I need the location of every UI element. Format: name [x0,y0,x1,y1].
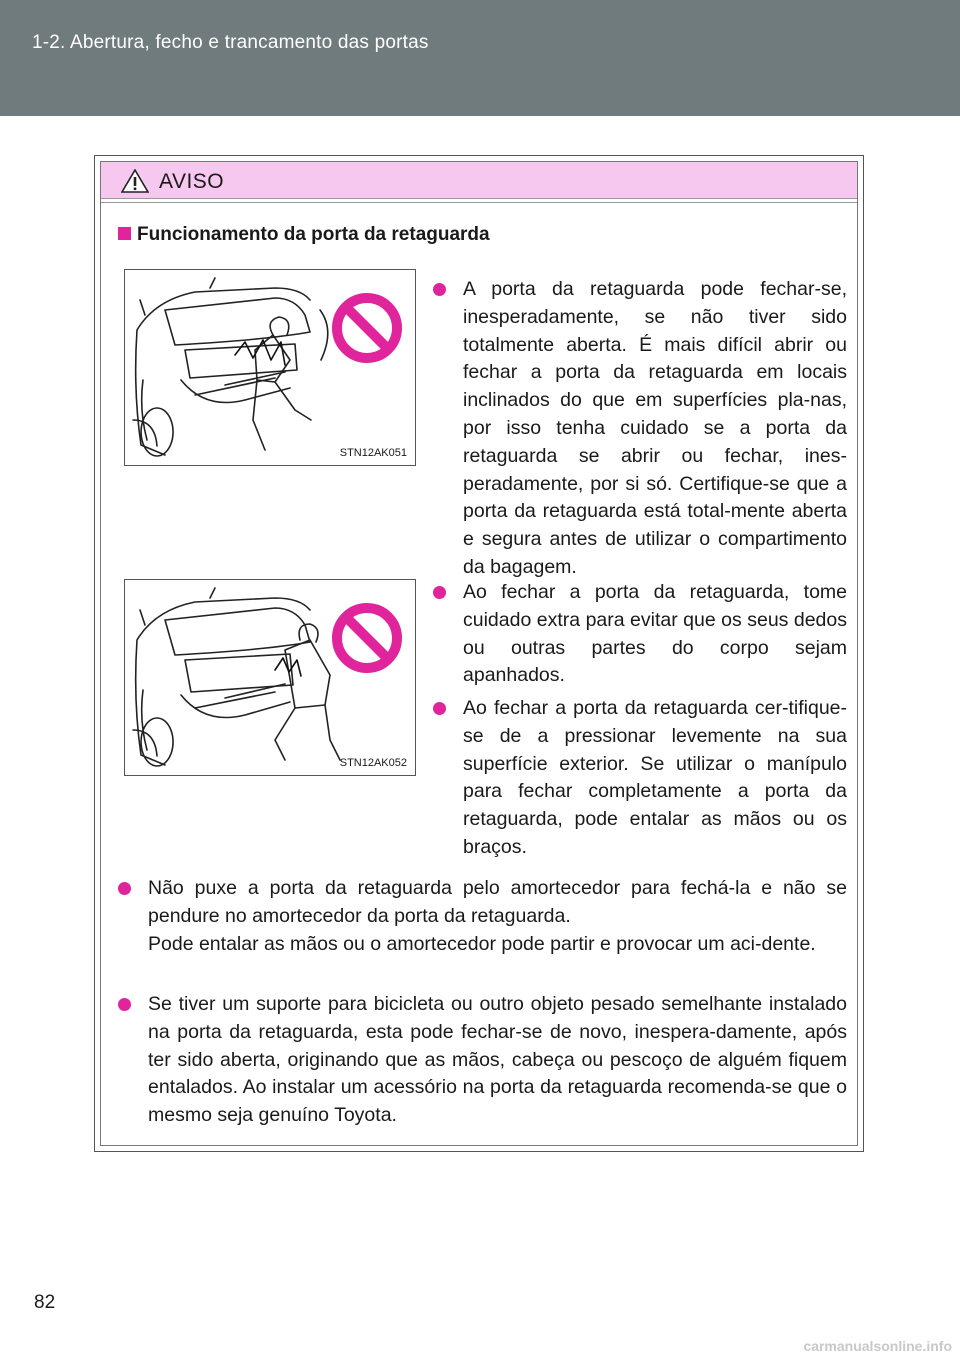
bullet-dot-icon [433,586,446,599]
square-bullet-icon [118,227,131,240]
car-tailgate-illustration-2 [125,580,415,775]
warning-box [94,155,864,1152]
bullet-text: Ao fechar a porta da retaguarda cer-tifique-se de a pressionar levemente na sua superfície exterior. Se utilizar o manípulo para fechar completamente a porta da retaguarda, pode entalar as mãos ou os braços. [463,697,847,858]
bullet-item-3 [433,695,847,862]
header-title: 1-2. Abertura, fecho e trancamento das portas [32,32,429,53]
figure-tailgate-closing-2 [124,579,416,776]
bullet-dot-icon [118,998,131,1011]
bullet-text: Ao fechar a porta da retaguarda, tome cuidado extra para evitar que os seus dedos ou outras partes do corpo sejam apanhados. [463,581,847,687]
car-tailgate-illustration-1 [125,270,415,465]
bullet-item-5 [118,991,847,1130]
section-title-text: Funcionamento da porta da retaguarda [137,224,490,245]
bullet-text: A porta da retaguarda pode fechar-se, inesperadamente, se não tiver sido totalmente aberta. É mais difícil abrir ou fechar a porta da retaguarda em locais inclinados do que em superfícies pla-nas, por isso tenha cuidado se a porta da retaguarda se abrir ou fechar, ines-peradamente, por si só. Certifique-se que a porta da retaguarda está total-mente aberta e segura antes de utilizar o compartimento da bagagem. [463,278,847,578]
figure-code: STN12AK051 [339,447,407,459]
header-band [0,0,960,116]
figure-code: STN12AK052 [339,757,407,769]
bullet-text: Não puxe a porta da retaguarda pelo amortecedor para fechá-la e não se pendure no amortecedor da porta da retaguarda. Pode entalar as mãos ou o amortecedor pode partir e provocar um aci-dente. [148,877,847,955]
section-title [118,224,490,246]
figure-tailgate-closing-1 [124,269,416,466]
aviso-separator [101,202,857,203]
warning-inner [100,161,858,1146]
bullet-item-2 [433,579,847,690]
aviso-label: AVISO [159,170,225,193]
watermark: carmanualsonline.info [803,1338,952,1354]
bullet-dot-icon [433,702,446,715]
bullet-text: Se tiver um suporte para bicicleta ou outro objeto pesado semelhante instalado na porta da retaguarda, esta pode fechar-se de novo, inespera-damente, após ter sido aberta, originando que as mãos, cabeça ou pescoço de alguém fiquem entalados. Ao instalar um acessório na porta da retaguarda recomenda-se que o mesmo seja genuíno Toyota. [148,993,847,1127]
bullet-dot-icon [433,283,446,296]
bullet-item-1 [433,276,847,582]
warning-triangle-icon [121,169,149,193]
bullet-item-4 [118,875,847,958]
page-number: 82 [34,1292,56,1313]
aviso-bar [101,162,857,199]
bullet-dot-icon [118,882,131,895]
